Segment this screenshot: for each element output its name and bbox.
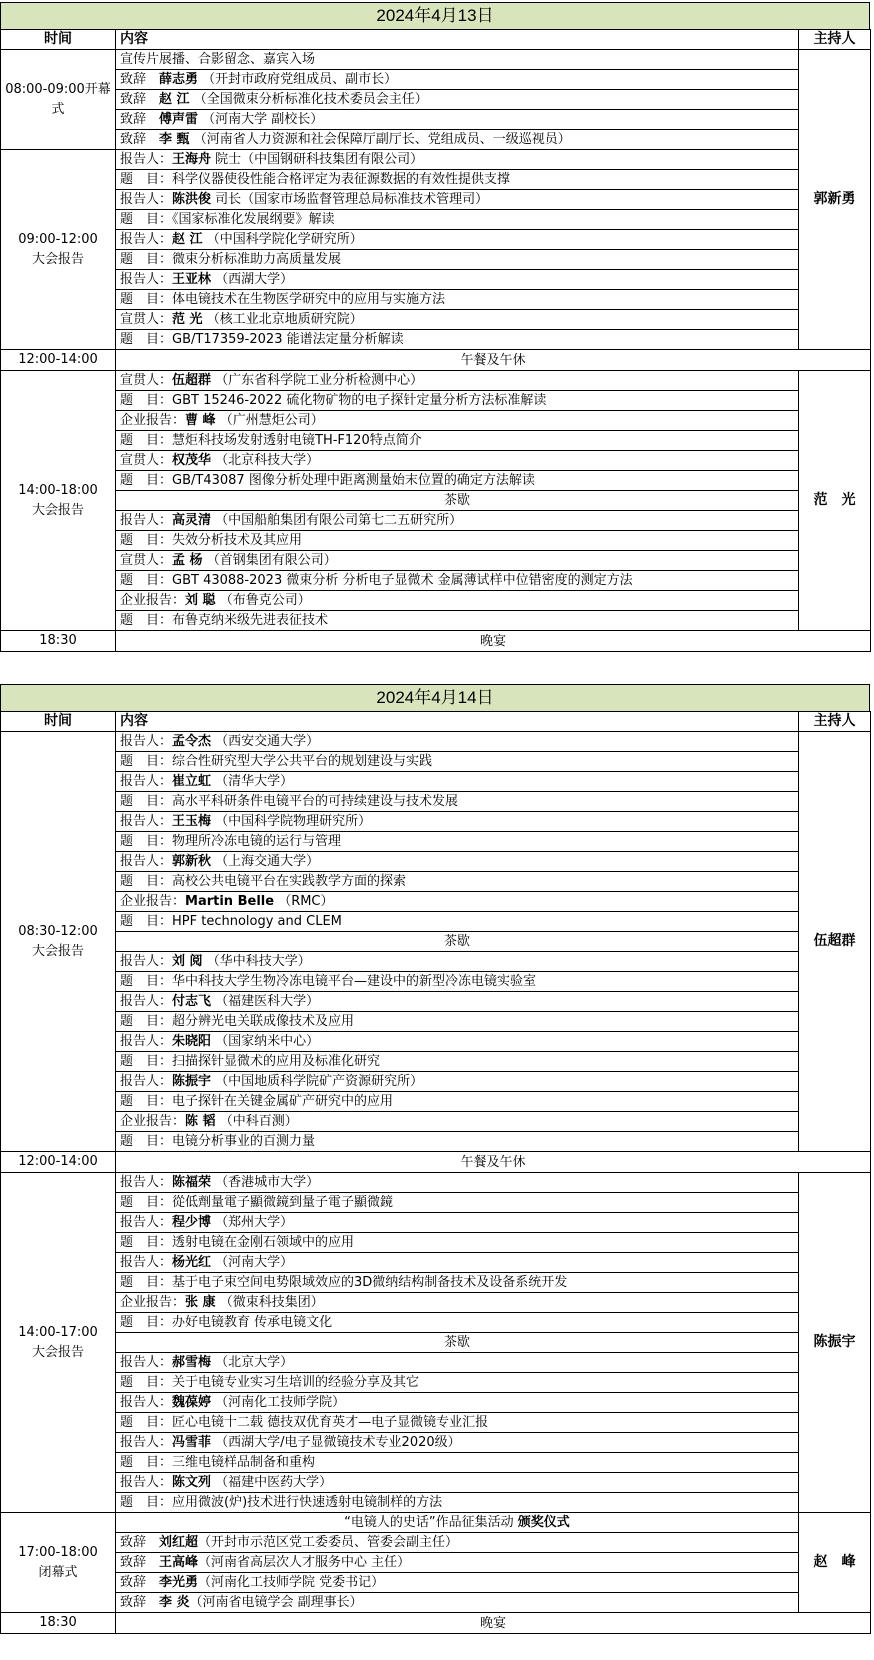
talk-topic: 题 目：GBT 43088-2023 微束分析 分析电子显微术 金属薄试样中位错密度的测定方法 bbox=[116, 571, 799, 591]
afternoon-time-day1: 14:00-18:00 大会报告 bbox=[1, 371, 116, 631]
afternoon-time-day2: 14:00-17:00 大会报告 bbox=[1, 1173, 116, 1513]
dinner-time-day2: 18:30 bbox=[1, 1613, 116, 1634]
talk-speaker: 报告人：朱晓阳 （国家纳米中心） bbox=[116, 1032, 799, 1052]
host-afternoon-day1: 范 光 bbox=[799, 371, 871, 631]
opening-speech: 致辞 赵 江 （全国微束分析标准化技术委员会主任） bbox=[116, 90, 799, 110]
talk-speaker: 企业报告：刘 聪 （布鲁克公司） bbox=[116, 591, 799, 611]
day1-table bbox=[0, 29, 871, 652]
talk-topic: 题 目：三维电镜样品制备和重构 bbox=[116, 1453, 799, 1473]
talk-topic: 题 目：匠心电镜十二载 德技双优育英才—电子显微镜专业汇报 bbox=[116, 1413, 799, 1433]
host-morning-day2: 伍超群 bbox=[799, 732, 871, 1152]
award-ceremony: “电镜人的史话”作品征集活动 颁奖仪式 bbox=[116, 1513, 799, 1533]
dinner-label-day1: 晚宴 bbox=[116, 631, 871, 652]
talk-topic: 题 目：GB/T43087 图像分析处理中距离测量始末位置的确定方法解读 bbox=[116, 471, 799, 491]
talk-topic: 题 目：HPF technology and CLEM bbox=[116, 912, 799, 932]
talk-speaker: 宣贯人：伍超群 （广东省科学院工业分析检测中心） bbox=[116, 371, 799, 391]
talk-speaker: 报告人：陈洪俊 司长（国家市场监督管理总局标准技术管理司） bbox=[116, 190, 799, 210]
talk-topic: 题 目：GB/T17359-2023 能谱法定量分析解读 bbox=[116, 330, 799, 350]
talk-speaker: 报告人：郭新秋 （上海交通大学） bbox=[116, 852, 799, 872]
closing-speech: 致辞 李 炎（河南省电镜学会 副理事长） bbox=[116, 1593, 799, 1613]
talk-speaker: 报告人：赵 江 （中国科学院化学研究所） bbox=[116, 230, 799, 250]
tea-break-day2-afternoon: 茶歇 bbox=[116, 1333, 799, 1353]
tea-break-day2-morning: 茶歇 bbox=[116, 932, 799, 952]
closing-time-day2: 17:00-18:00 闭幕式 bbox=[1, 1513, 116, 1613]
talk-topic: 题 目：体电镜技术在生物医学研究中的应用与实施方法 bbox=[116, 290, 799, 310]
talk-speaker: 宣贯人：范 光 （核工业北京地质研究院） bbox=[116, 310, 799, 330]
talk-speaker: 报告人：郝雪梅 （北京大学） bbox=[116, 1353, 799, 1373]
talk-topic: 题 目：综合性研究型大学公共平台的规划建设与实践 bbox=[116, 752, 799, 772]
talk-topic: 题 目：透射电镜在金刚石领域中的应用 bbox=[116, 1233, 799, 1253]
talk-speaker: 企业报告：曹 峰 （广州慧炬公司） bbox=[116, 411, 799, 431]
talk-speaker: 企业报告：陈 韬 （中科百测） bbox=[116, 1112, 799, 1132]
closing-speech: 致辞 王高峰（河南省高层次人才服务中心 主任） bbox=[116, 1553, 799, 1573]
talk-topic: 题 目：基于电子束空间电势限域效应的3D微纳结构制备技术及设备系统开发 bbox=[116, 1273, 799, 1293]
header-content: 内容 bbox=[116, 30, 799, 50]
day2-title: 2024年4月14日 bbox=[0, 684, 870, 711]
header-content: 内容 bbox=[116, 712, 799, 732]
talk-speaker: 报告人：陈振宇 （中国地质科学院矿产资源研究所） bbox=[116, 1072, 799, 1092]
host-afternoon-day2: 陈振宇 bbox=[799, 1173, 871, 1513]
day2-schedule bbox=[0, 684, 870, 1634]
talk-topic: 题 目：电子探针在关键金属矿产研究中的应用 bbox=[116, 1092, 799, 1112]
host-closing-day2: 赵 峰 bbox=[799, 1513, 871, 1613]
talk-topic: 题 目：高校公共电镜平台在实践教学方面的探索 bbox=[116, 872, 799, 892]
talk-topic: 题 目：扫描探针显微术的应用及标准化研究 bbox=[116, 1052, 799, 1072]
host-morning-day1: 郭新勇 bbox=[799, 50, 871, 350]
closing-speech: 致辞 刘红超（开封市示范区党工委委员、管委会副主任） bbox=[116, 1533, 799, 1553]
opening-speech: 致辞 李 甄 （河南省人力资源和社会保障厅副厅长、党组成员、一级巡视员） bbox=[116, 130, 799, 150]
talk-speaker: 报告人：王亚林 （西湖大学） bbox=[116, 270, 799, 290]
tea-break-day1: 茶歇 bbox=[116, 491, 799, 511]
header-time: 时间 bbox=[1, 30, 116, 50]
opening-time: 08:00-09:00开幕式 bbox=[1, 50, 116, 150]
talk-speaker: 企业报告：Martin Belle （RMC） bbox=[116, 892, 799, 912]
talk-speaker: 报告人：崔立虹 （清华大学） bbox=[116, 772, 799, 792]
talk-topic: 题 目：高水平科研条件电镜平台的可持续建设与技术发展 bbox=[116, 792, 799, 812]
talk-topic: 题 目：GBT 15246-2022 硫化物矿物的电子探针定量分析方法标准解读 bbox=[116, 391, 799, 411]
talk-topic: 题 目：超分辨光电关联成像技术及应用 bbox=[116, 1012, 799, 1032]
morning-time-day2: 08:30-12:00 大会报告 bbox=[1, 732, 116, 1152]
talk-topic: 题 目：应用微波(炉)技术进行快速透射电镜制样的方法 bbox=[116, 1493, 799, 1513]
talk-speaker: 报告人：魏葆婷 （河南化工技师学院） bbox=[116, 1393, 799, 1413]
opening-speech: 致辞 傅声雷 （河南大学 副校长） bbox=[116, 110, 799, 130]
talk-speaker: 报告人：冯雪菲 （西湖大学/电子显微镜技术专业2020级） bbox=[116, 1433, 799, 1453]
talk-topic: 题 目：物理所冷冻电镜的运行与管理 bbox=[116, 832, 799, 852]
talk-topic: 题 目：科学仪器使役性能合格评定为表征源数据的有效性提供支撑 bbox=[116, 170, 799, 190]
talk-speaker: 报告人：孟令杰 （西安交通大学） bbox=[116, 732, 799, 752]
talk-topic: 题 目：《国家标准化发展纲要》解读 bbox=[116, 210, 799, 230]
talk-speaker: 报告人：陈福荣 （香港城市大学） bbox=[116, 1173, 799, 1193]
talk-topic: 题 目：电镜分析事业的百测力量 bbox=[116, 1132, 799, 1152]
lunch-time-day2: 12:00-14:00 bbox=[1, 1152, 116, 1173]
talk-topic: 题 目：微束分析标准助力高质量发展 bbox=[116, 250, 799, 270]
talk-topic: 题 目：办好电镜教育 传承电镜文化 bbox=[116, 1313, 799, 1333]
day2-table bbox=[0, 711, 871, 1634]
talk-topic: 题 目：慧炬科技场发射透射电镜TH-F120特点简介 bbox=[116, 431, 799, 451]
header-host: 主持人 bbox=[799, 712, 871, 732]
closing-speech: 致辞 李光勇（河南化工技师学院 党委书记） bbox=[116, 1573, 799, 1593]
lunch-label-day2: 午餐及午休 bbox=[116, 1152, 871, 1173]
opening-line: 宣传片展播、合影留念、嘉宾入场 bbox=[116, 50, 799, 70]
talk-speaker: 报告人：王海舟 院士（中国钢研科技集团有限公司） bbox=[116, 150, 799, 170]
lunch-label-day1: 午餐及午休 bbox=[116, 350, 871, 371]
talk-topic: 题 目：布鲁克纳米级先进表征技术 bbox=[116, 611, 799, 631]
talk-speaker: 报告人：王玉梅 （中国科学院物理研究所） bbox=[116, 812, 799, 832]
opening-speech: 致辞 薛志勇 （开封市政府党组成员、副市长） bbox=[116, 70, 799, 90]
talk-speaker: 报告人：付志飞 （福建医科大学） bbox=[116, 992, 799, 1012]
talk-topic: 题 目：关于电镜专业实习生培训的经验分享及其它 bbox=[116, 1373, 799, 1393]
talk-speaker: 报告人：陈文列 （福建中医药大学） bbox=[116, 1473, 799, 1493]
talk-speaker: 报告人：刘 阅 （华中科技大学） bbox=[116, 952, 799, 972]
day1-schedule bbox=[0, 2, 870, 652]
talk-topic: 题 目：從低劑量電子顯微鏡到量子電子顯微鏡 bbox=[116, 1193, 799, 1213]
talk-topic: 题 目：失效分析技术及其应用 bbox=[116, 531, 799, 551]
talk-speaker: 宣贯人：孟 杨 （首钢集团有限公司） bbox=[116, 551, 799, 571]
day1-title: 2024年4月13日 bbox=[0, 2, 870, 29]
dinner-time-day1: 18:30 bbox=[1, 631, 116, 652]
header-host: 主持人 bbox=[799, 30, 871, 50]
header-time: 时间 bbox=[1, 712, 116, 732]
talk-speaker: 报告人：程少博 （郑州大学） bbox=[116, 1213, 799, 1233]
talk-speaker: 报告人：杨光红 （河南大学） bbox=[116, 1253, 799, 1273]
morning-time-day1: 09:00-12:00 大会报告 bbox=[1, 150, 116, 350]
dinner-label-day2: 晚宴 bbox=[116, 1613, 871, 1634]
talk-topic: 题 目：华中科技大学生物冷冻电镜平台—建设中的新型冷冻电镜实验室 bbox=[116, 972, 799, 992]
talk-speaker: 宣贯人：权茂华 （北京科技大学） bbox=[116, 451, 799, 471]
talk-speaker: 报告人：高灵清 （中国船舶集团有限公司第七二五研究所） bbox=[116, 511, 799, 531]
lunch-time-day1: 12:00-14:00 bbox=[1, 350, 116, 371]
talk-speaker: 企业报告：张 康 （微束科技集团） bbox=[116, 1293, 799, 1313]
